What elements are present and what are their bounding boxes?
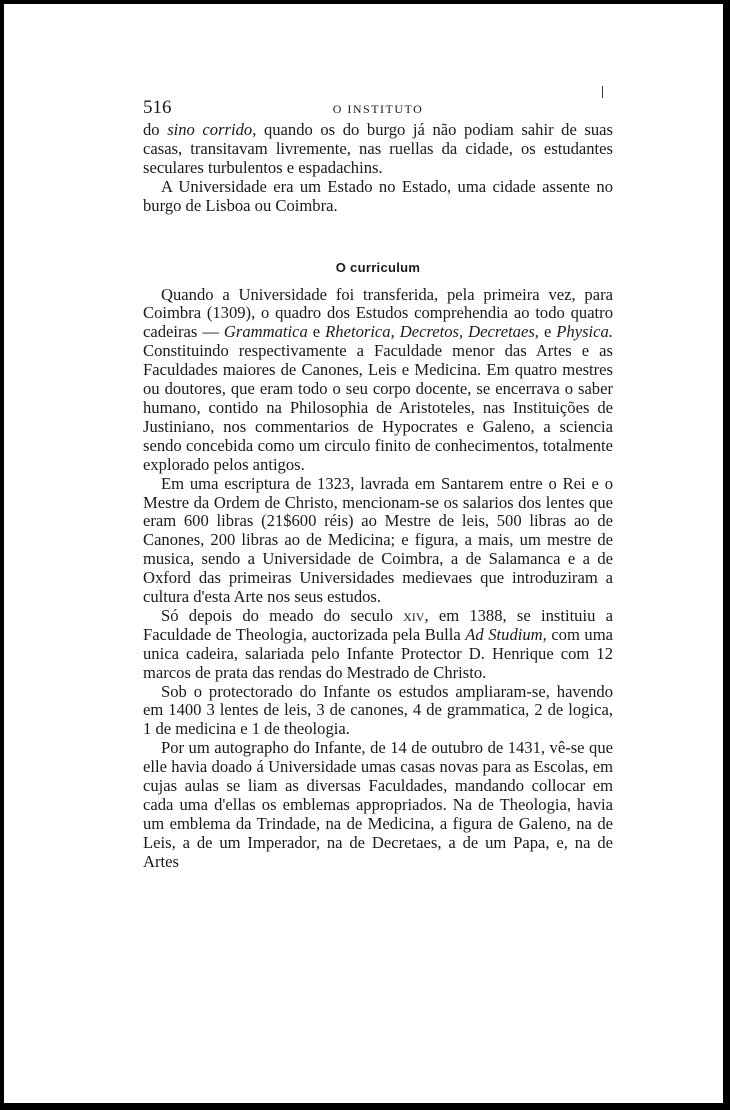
small-caps-text: xiv [403, 605, 425, 625]
italic-text: Rhetorica, Decretos, Decretaes, [325, 322, 539, 342]
text-run: quando os do burgo já não podiam sahir de suas casas, transitavam livremente, nas ruellas da cidade, os estudantes seculares turbulentos e espadachins. [143, 120, 613, 177]
text-run: com uma unica cadeira, salariada pelo Infante Protector D. Henrique com 12 marcos de prata das rendas do Mestrado de Christo. [143, 624, 613, 682]
text-run: A Universidade era um Estado no Estado, uma cidade assente no burgo de Lisboa ou Coimbra. [143, 176, 613, 215]
text-run: do [143, 120, 168, 139]
italic-text: Grammatica [223, 322, 308, 342]
text-run: Por um autographo do Infante, de 14 de outubro de 1431, vê-se que elle havia doado á Universidade umas casas novas para as Escolas, em cujas aulas se liam as diversas Faculdades, mandando collocar em cada uma d'ellas os emblemas appropriados. Na de Theologia, havia um emblema da Trindade, na de Medicina, a figura de Galeno, na de Leis, a de um Imperador, na de Decretaes, a de um Papa, e, na de Artes [143, 738, 613, 871]
paragraph [143, 286, 613, 475]
paragraph [143, 739, 613, 871]
italic-text: sino corrido, [167, 120, 257, 139]
paragraph [143, 178, 613, 216]
running-title: O INSTITUTO [332, 102, 424, 116]
text-run: , em 1388, se instituiu a Faculdade de Theologia, auctorizada pela Bulla [143, 605, 613, 644]
italic-text: Physica. [556, 322, 613, 342]
paragraph [143, 607, 613, 683]
text-run: Quando a Universidade foi transferida, pela primeira vez, para Coimbra (1309), o quadro dos Estudos comprehendia ao todo quatro cadeiras — [143, 284, 613, 342]
book-page [143, 95, 613, 872]
paragraph [143, 121, 613, 178]
paragraph [143, 475, 613, 607]
text-run: e [307, 322, 326, 342]
paragraph [143, 683, 613, 740]
text-run: Sob o protectorado do Infante os estudos ampliaram-se, havendo em 1400 3 lentes de leis, 3 de canones, 4 de grammatica, 2 de logica, 1 de medicina e 1 de theologia. [143, 681, 613, 739]
body-text [143, 121, 613, 872]
section-heading: O curriculum [335, 259, 421, 275]
text-run: e [538, 322, 557, 342]
italic-text: Ad Studium, [465, 624, 547, 644]
page-number: 516 [143, 97, 172, 118]
running-head [143, 95, 613, 121]
text-run: Em uma escriptura de 1323, lavrada em Santarem entre o Rei e o Mestre da Ordem de Christo, mencionam-se os salarios dos lentes que eram 600 libras (21$600 réis) ao Mestre de leis, 500 libras ao de Canones, 200 libras ao de Medicina; e figura, a mais, um mestre de musica, sendo a Universidade de Coimbra, a de Salamanca e a de Oxford das primeiras Universidades medievaes que introduziram a cultura d'esta Arte nos seus estudos. [143, 473, 613, 607]
text-run: Só depois do meado do seculo [161, 605, 404, 625]
text-run: Constituindo respectivamente a Faculdade menor das Artes e as Faculdades maiores de Canones, Leis e Medicina. Em quatro mestres ou doutores, que eram todo o seu corpo docente, se encerrava o saber humano, contido na Philosophia de Aristoteles, nas Instituições de Justiniano, nos commentarios de Hypocrates e Galeno, a sciencia sendo concebida como um circulo finito de conhecimentos, totalmente explorado pelos antigos. [143, 341, 613, 474]
